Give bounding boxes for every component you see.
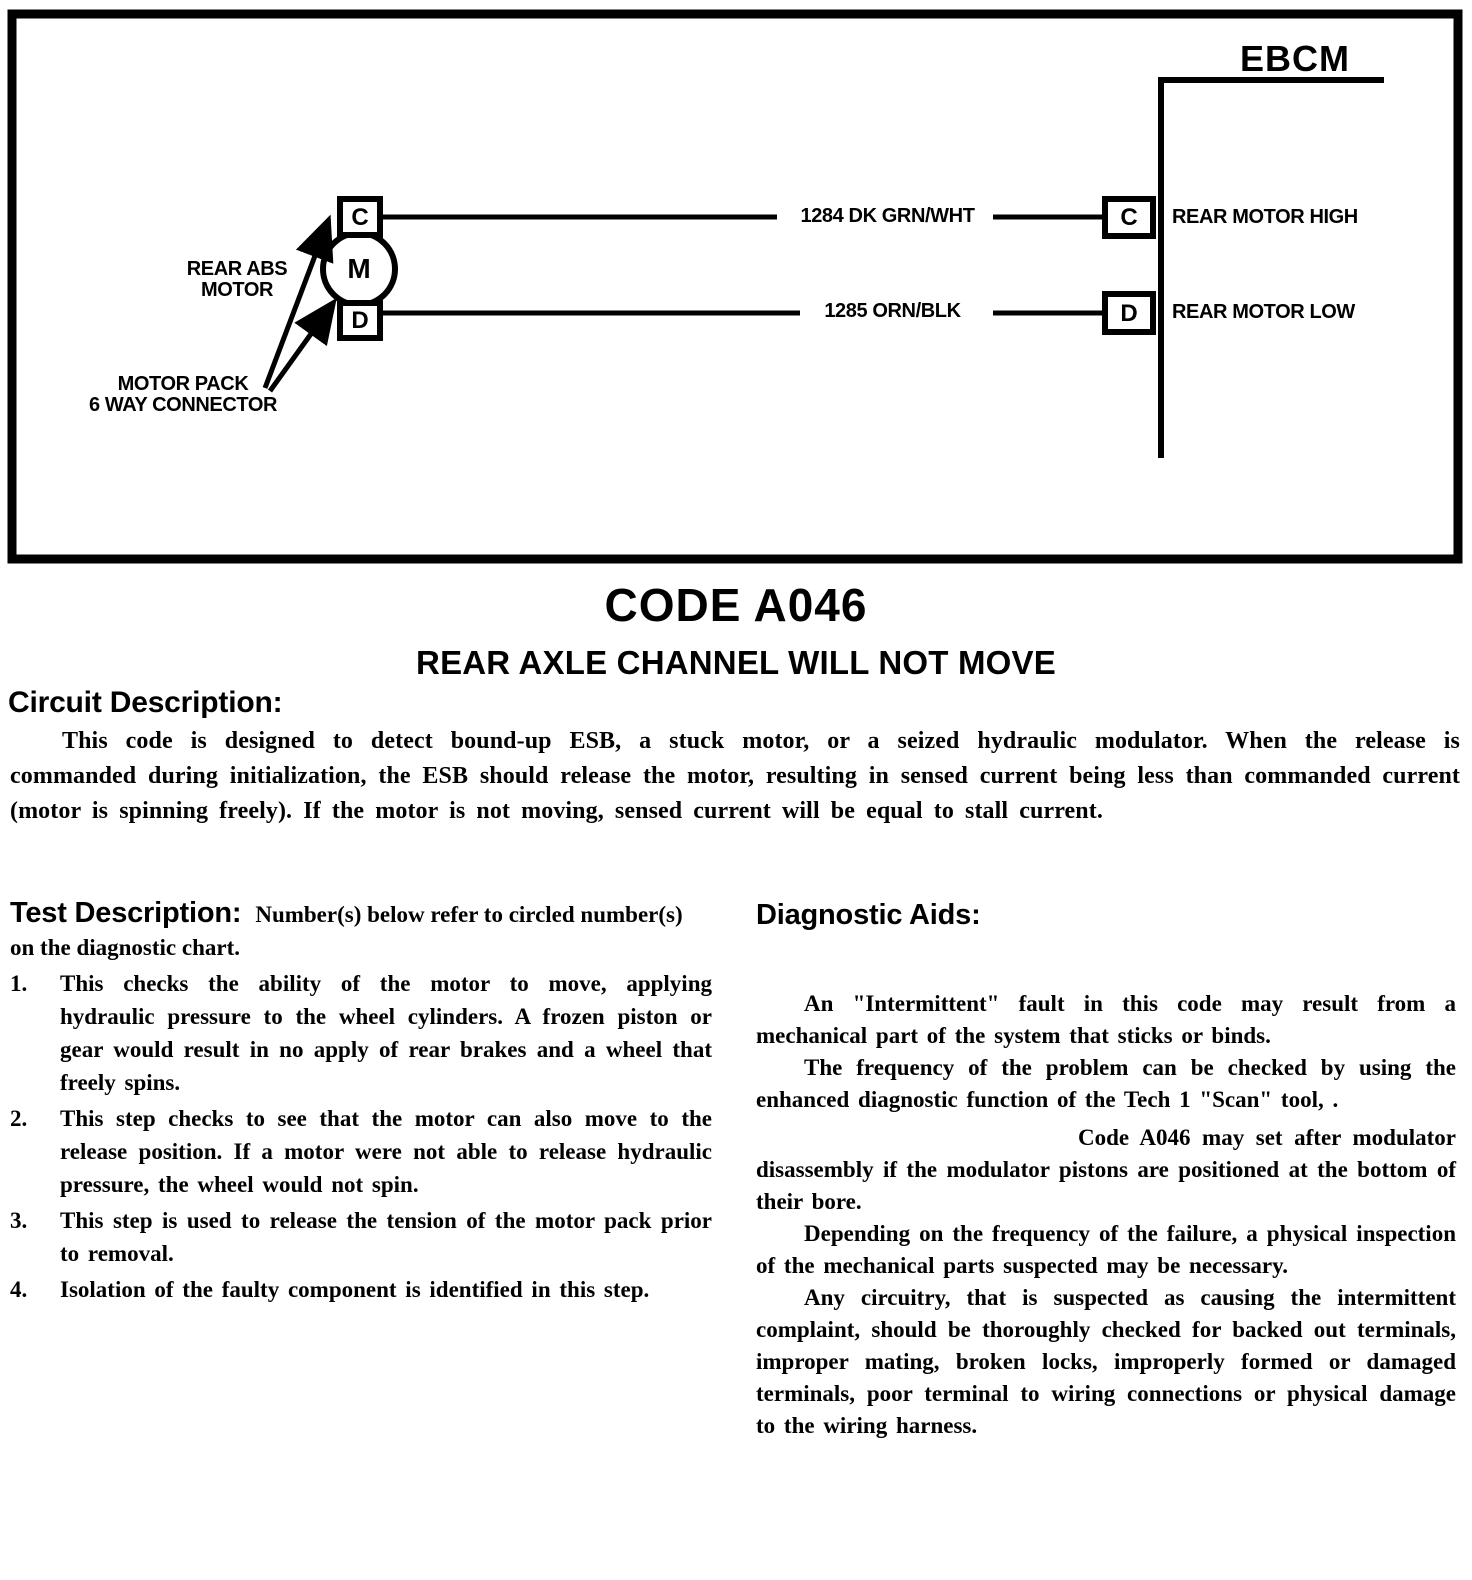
- motor-terminal-d: D: [351, 307, 369, 334]
- diagnostic-aids-paragraph-4: Depending on the frequency of the failure, a physical inspection of the mechanical parts suspected may be necessary.: [756, 1221, 1456, 1278]
- test-description-intro: [10, 897, 712, 964]
- circuit-description-heading: Circuit Description:: [8, 686, 283, 719]
- test-step-4: [10, 1273, 712, 1306]
- ebcm-terminal-c: C: [1120, 204, 1138, 231]
- motor-pack-connector-label: [64, 374, 302, 416]
- page-subtitle: REAR AXLE CHANNEL WILL NOT MOVE: [416, 644, 1056, 681]
- test-step-number: 3.: [10, 1208, 28, 1233]
- rear-abs-motor-label: [172, 259, 302, 301]
- test-step-text: This step checks to see that the motor can also move to the release position. If a motor were not able to release hydraulic pressure, the wheel would not spin.: [60, 1106, 712, 1197]
- ebcm-pin-label-rear-motor-high: REAR MOTOR HIGH: [1172, 206, 1358, 228]
- motor-terminal-c: C: [351, 204, 369, 231]
- diagnostic-aids-paragraph-3: Code A046 may set after modulator disassembly if the modulator pistons are positioned at the bottom of their bore.: [756, 1125, 1456, 1214]
- wire-1285-label: 1285 ORN/BLK: [824, 300, 961, 322]
- diagnostic-aids-paragraph-5: Any circuitry, that is suspected as causing the intermittent complaint, should be thoroughly checked for backed out terminals, improper mating, broken locks, improperly formed or damaged terminals, poor terminal to wiring connections or physical damage to the wiring harness.: [756, 1285, 1456, 1438]
- test-step-3: [10, 1204, 712, 1270]
- diagnostic-aids-heading: Diagnostic Aids:: [756, 899, 981, 931]
- test-step-number: 2.: [10, 1106, 28, 1131]
- motor-pack-connector-label-line2: 6 WAY CONNECTOR: [88, 394, 278, 416]
- test-step-text: This checks the ability of the motor to move, applying hydraulic pressure to the wheel cylinders. A frozen piston or gear would result in no apply of rear brakes and a wheel that freely spins.: [60, 971, 712, 1095]
- test-description-section: [10, 897, 712, 1306]
- motor-letter: M: [347, 253, 371, 284]
- connector-callout-arrow-top: [265, 224, 327, 388]
- test-step-text: Isolation of the faulty component is identified in this step.: [60, 1277, 650, 1302]
- test-step-number: 4.: [10, 1277, 28, 1302]
- motor-pack-connector-label-line1: MOTOR PACK: [117, 373, 249, 395]
- test-description-heading: Test Description:: [10, 897, 242, 929]
- rear-abs-motor-label-line2: MOTOR: [200, 279, 274, 301]
- rear-abs-motor-label-line1: REAR ABS: [186, 258, 288, 280]
- test-step-text: This step is used to release the tension of the motor pack prior to removal.: [60, 1208, 712, 1266]
- ebcm-terminal-d: D: [1120, 300, 1138, 327]
- page-title: CODE A046: [604, 579, 868, 631]
- test-step-1: [10, 967, 712, 1099]
- wiring-diagram: [0, 0, 1472, 572]
- test-description-intro-text: Number(s) below refer to circled number(s) on the diagnostic chart.: [10, 902, 683, 960]
- diagnostic-aids-section: [756, 897, 1456, 1442]
- diagnostic-aids-paragraph-1: An "Intermittent" fault in this code may result from a mechanical part of the system that sticks or binds.: [756, 991, 1456, 1048]
- ebcm-pin-label-rear-motor-low: REAR MOTOR LOW: [1172, 301, 1355, 323]
- diagnostic-aids-paragraph-2: The frequency of the problem can be checked by using the enhanced diagnostic function of the Tech 1 "Scan" tool, .: [756, 1055, 1456, 1112]
- wire-1284-label: 1284 DK GRN/WHT: [800, 205, 975, 227]
- test-step-2: [10, 1102, 712, 1201]
- circuit-description-body: This code is designed to detect bound-up ESB, a stuck motor, or a seized hydraulic modulator. When the release is commanded during initialization, the ESB should release the motor, resulting in sensed current being less than commanded current (motor is spinning freely). If the motor is not moving, sensed current will be equal to stall current.: [10, 728, 1460, 824]
- test-step-number: 1.: [10, 971, 28, 996]
- ebcm-label: EBCM: [1240, 38, 1350, 79]
